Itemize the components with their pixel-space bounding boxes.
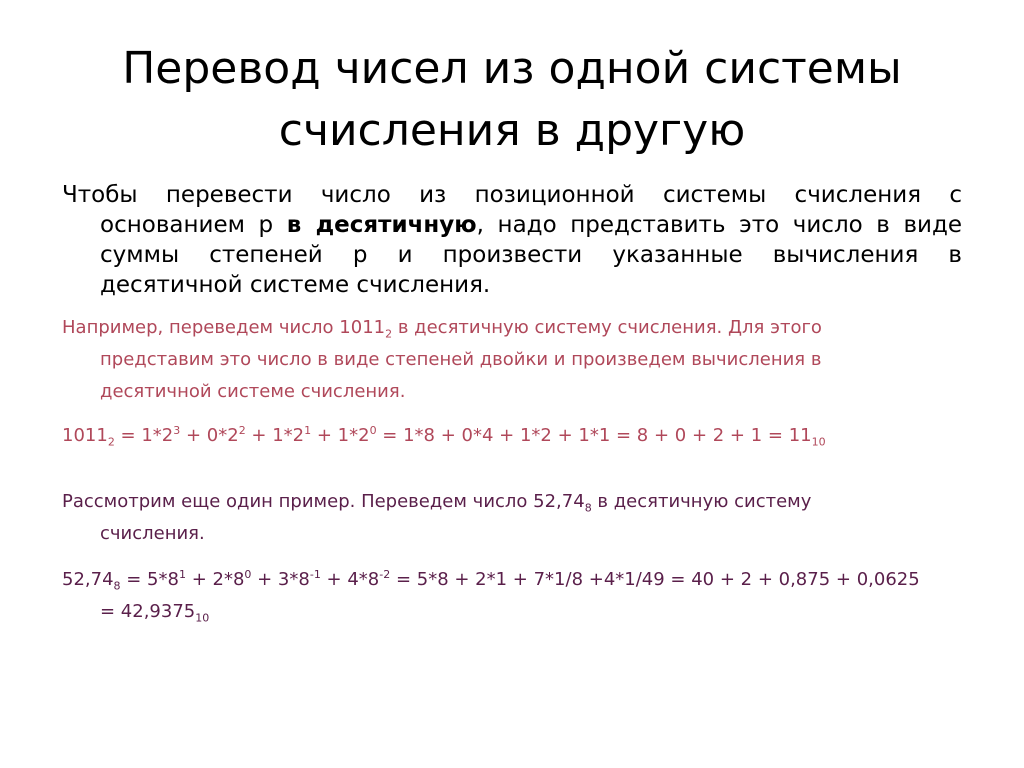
formula-1-part: = 1*2	[114, 425, 174, 446]
formula-1-subscript: 2	[107, 435, 115, 449]
formula-1-part: = 1*8 + 0*4 + 1*2 + 1*1 = 8 + 0 + 2 + 1 = 11	[376, 425, 812, 446]
example-2-line-1	[62, 486, 962, 518]
example-2-base-subscript: 8	[584, 501, 592, 515]
definition-line-2	[62, 210, 962, 240]
definition-line-1: Чтобы перевести число из позиционной системы счисления с	[62, 182, 962, 208]
formula-2-part: 52,74	[62, 569, 114, 590]
example-2-line-1-start: Рассмотрим еще один пример. Переведем число 52,74	[62, 491, 585, 512]
formula-1	[62, 420, 962, 452]
slide-title	[60, 38, 964, 162]
example-2-line-1-end: в десятичную систему	[591, 491, 812, 512]
example-1-line-1-start: Например, переведем число 1011	[62, 317, 386, 338]
formula-2-part: + 4*8	[320, 569, 380, 590]
formula-1-superscript: 3	[173, 424, 181, 437]
formula-1-part: + 0*2	[180, 425, 239, 446]
definition-line-2-start: основанием р	[100, 212, 287, 238]
formula-2-part: + 2*8	[185, 569, 245, 590]
formula-2-part: + 3*8	[251, 569, 310, 590]
definition-line-3: суммы степеней р и произвести указанные вычисления в	[100, 242, 962, 268]
formula-1-superscript: 2	[238, 424, 246, 437]
title-line-2: счисления в другую	[278, 105, 746, 156]
formula-2-part: = 5*8 + 2*1 + 7*1/8 +4*1/49 = 40 + 2 + 0,875 + 0,0625	[390, 569, 920, 590]
example-1-line-1-end: в десятичную систему счисления. Для этого	[392, 317, 822, 338]
formula-2-line-1	[62, 564, 962, 596]
example-1-base-subscript: 2	[385, 327, 393, 341]
formula-2-line-2	[62, 596, 962, 628]
formula-2-subscript: 8	[113, 579, 121, 593]
formula-1-superscript: 1	[304, 424, 312, 437]
example-1-line-1	[62, 312, 962, 344]
definition-paragraph	[62, 180, 962, 300]
formula-2-subscript: 10	[195, 611, 210, 625]
formula-1-part: + 1*2	[245, 425, 305, 446]
example-1-line-3: десятичной системе счисления.	[100, 381, 406, 402]
example-2-line-2: счисления.	[100, 523, 205, 544]
example-1-line-2: представим это число в виде степеней двойки и произведем вычисления в	[100, 349, 822, 370]
definition-line-4: десятичной системе счисления.	[100, 272, 491, 298]
formula-2-part: = 5*8	[120, 569, 179, 590]
formula-1-part: + 1*2	[311, 425, 370, 446]
example-1-paragraph	[62, 312, 962, 408]
formula-1-subscript: 10	[811, 435, 826, 449]
formula-2-result: = 42,9375	[100, 601, 196, 622]
formula-2-superscript: 0	[244, 568, 252, 581]
formula-2	[62, 564, 962, 628]
title-line-1: Перевод чисел из одной системы	[122, 43, 902, 94]
definition-bold-term: в десятичную	[286, 212, 477, 238]
formula-1-superscript: 0	[369, 424, 377, 437]
formula-1-part: 1011	[62, 425, 108, 446]
definition-line-2-end: , надо представить это число в виде	[476, 212, 963, 238]
formula-2-superscript: -2	[379, 568, 391, 581]
formula-2-superscript: 1	[178, 568, 186, 581]
example-2-paragraph	[62, 486, 962, 550]
formula-2-superscript: -1	[309, 568, 321, 581]
